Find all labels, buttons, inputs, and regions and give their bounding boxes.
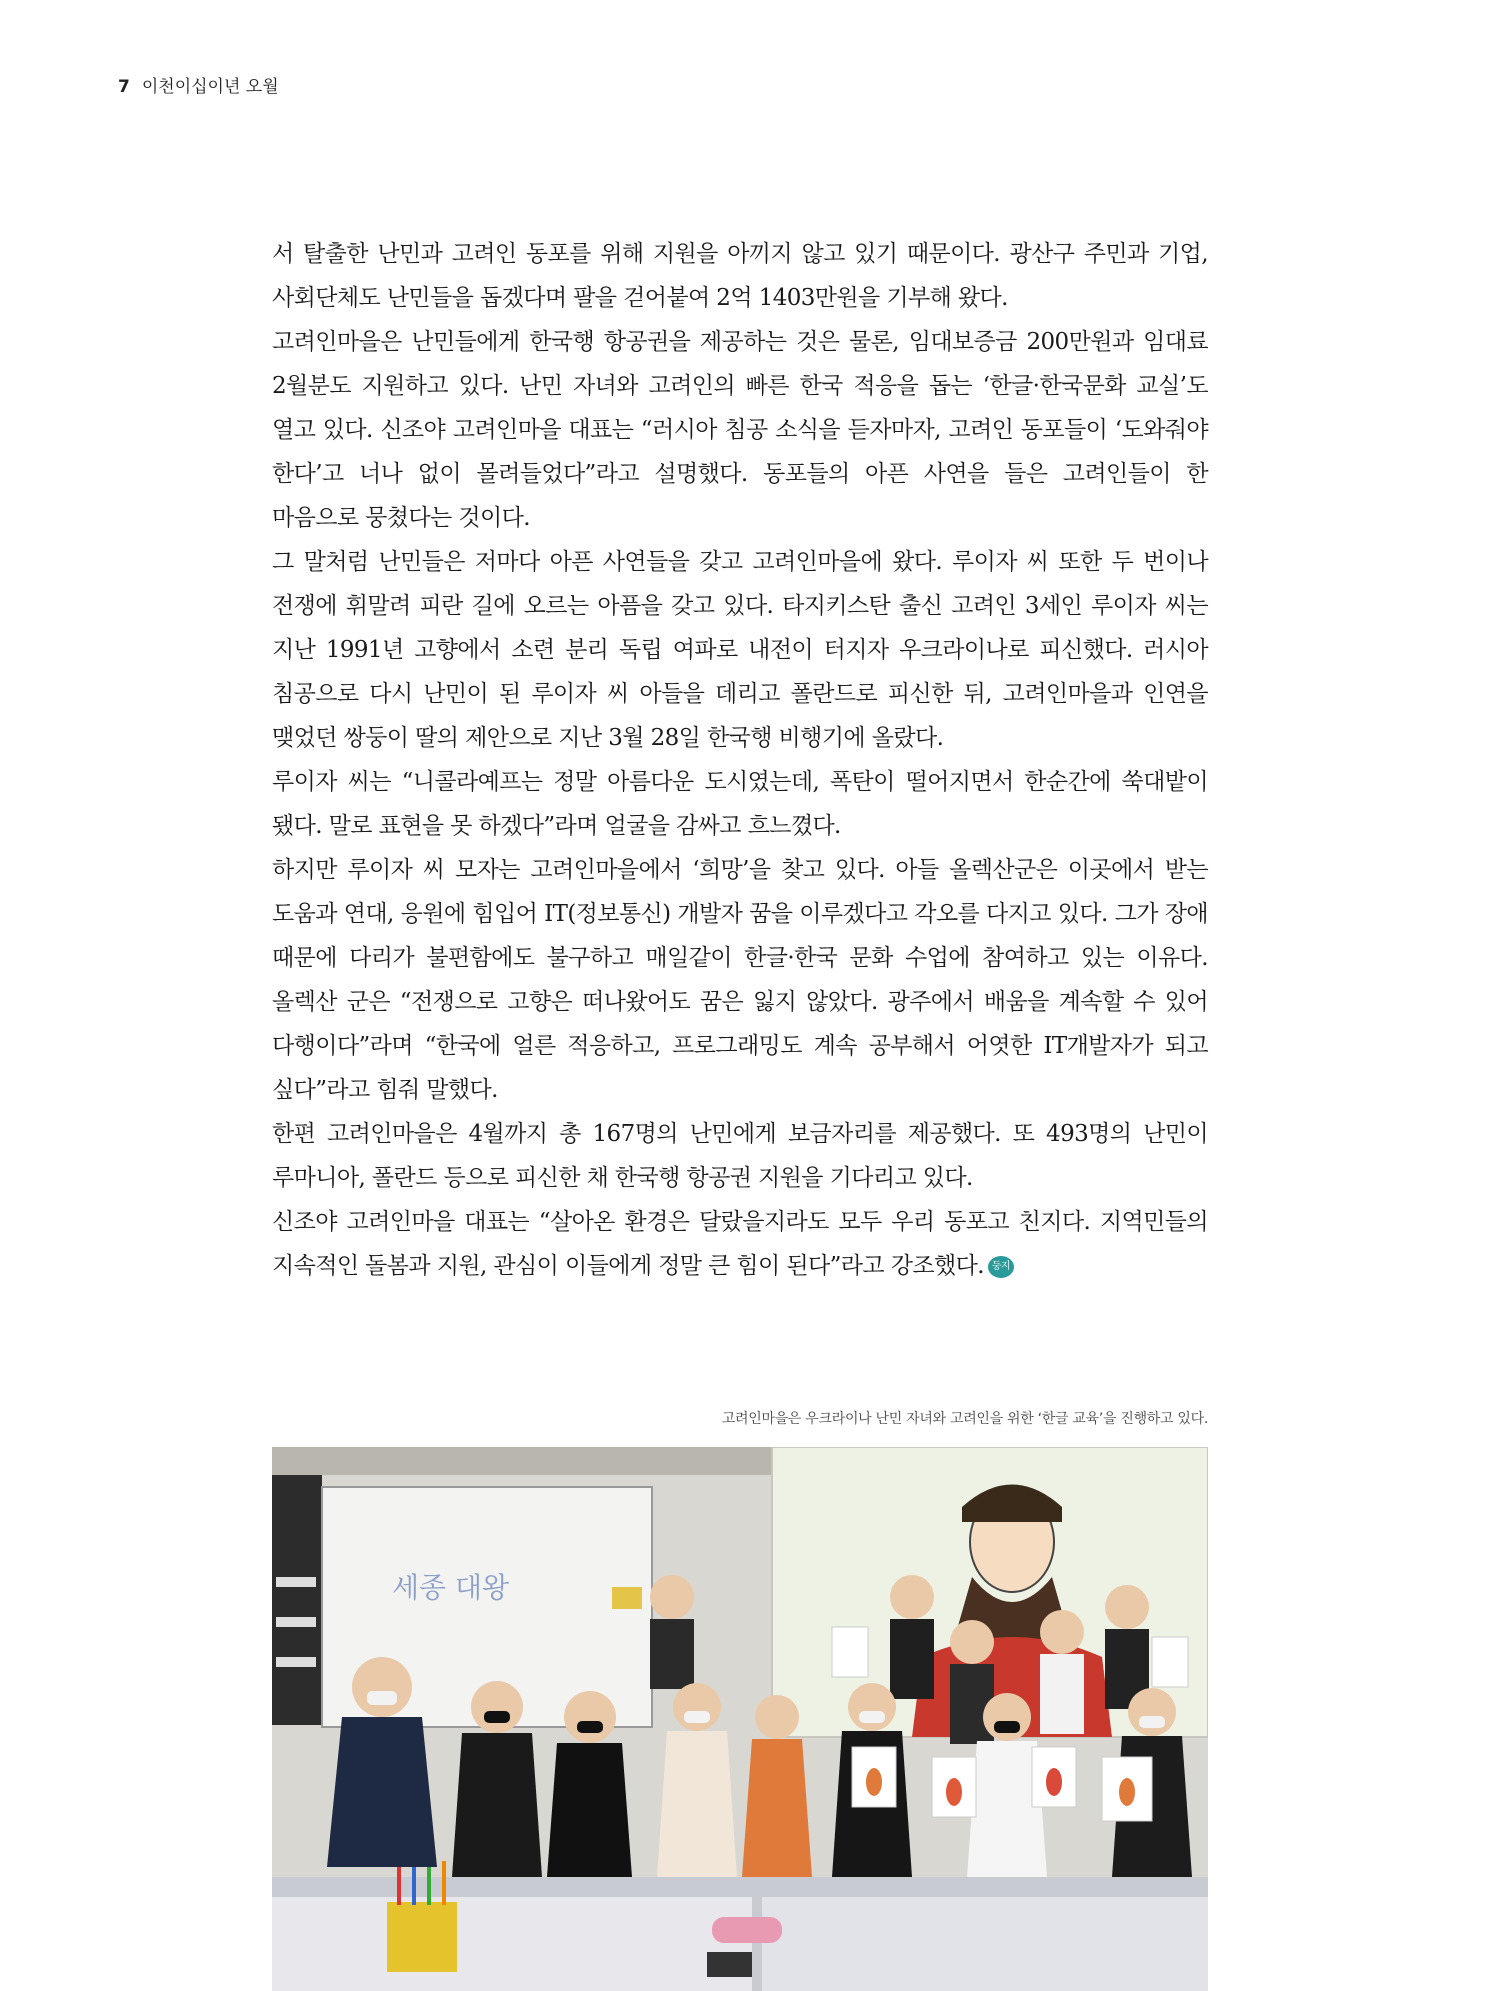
paragraph-1: 서 탈출한 난민과 고려인 동포를 위해 지원을 아끼지 않고 있기 때문이다. 광산구 주민과 기업, 사회단체도 난민들을 돕겠다며 팔을 걷어붙여 2억 1403만원을 기부해 왔다. bbox=[272, 241, 1208, 311]
paragraph-5: 하지만 루이자 씨 모자는 고려인마을에서 ‘희망’을 찾고 있다. 아들 올렉산군은 이곳에서 받는 도움과 연대, 응원에 힘입어 IT(정보통신) 개발자 꿈을 이루겠다고 각오를 다지고 있다. 그가 장애 때문에 다리가 불편함에도 불구하고 매일같이 한글·한국 문화 수업에 참여하고 있는 이유다. 올렉산 군은 “전쟁으로 고향은 떠나왔어도 꿈은 잃지 않았다. 광주에서 배움을 계속할 수 있어 다행이다”라며 “한국에 얼른 적응하고, 프로그래밍도 계속 공부해서 어엿한 IT개발자가 되고 싶다”라고 힘줘 말했다. bbox=[272, 857, 1208, 1103]
classroom-photo-illustration bbox=[272, 1447, 1208, 1991]
board-text: 세종 대왕 bbox=[392, 1571, 510, 1604]
article-body bbox=[272, 232, 1208, 1288]
photo-caption: 고려인마을은 우크라이나 난민 자녀와 고려인을 위한 ‘한글 교육’을 진행하고 있다. bbox=[721, 1411, 1208, 1427]
paragraph-7-text: 신조야 고려인마을 대표는 “살아온 환경은 달랐을지라도 모두 우리 동포고 친지다. 지역민들의 지속적인 돌봄과 지원, 관심이 이들에게 정말 큰 힘이 된다”라고 강조했다. bbox=[272, 1209, 1208, 1279]
end-mark-icon: 둥지 bbox=[988, 1256, 1014, 1278]
paragraph-3: 그 말처럼 난민들은 저마다 아픈 사연들을 갖고 고려인마을에 왔다. 루이자 씨 또한 두 번이나 전쟁에 휘말려 피란 길에 오르는 아픔을 갖고 있다. 타지키스탄 출신 고려인 3세인 루이자 씨는 지난 1991년 고향에서 소련 분리 독립 여파로 내전이 터지자 우크라이나로 피신했다. 러시아 침공으로 다시 난민이 된 루이자 씨 아들을 데리고 폴란드로 피신한 뒤, 고려인마을과 인연을 맺었던 쌍둥이 딸의 제안으로 지난 3월 28일 한국행 비행기에 올랐다. bbox=[272, 549, 1208, 751]
classroom-photo bbox=[272, 1447, 1208, 1991]
page-header bbox=[118, 72, 279, 97]
issue-label: 이천이십이년 오월 bbox=[141, 77, 279, 97]
paragraph-2: 고려인마을은 난민들에게 한국행 항공권을 제공하는 것은 물론, 임대보증금 200만원과 임대료 2월분도 지원하고 있다. 난민 자녀와 고려인의 빠른 한국 적응을 돕는 ‘한글·한국문화 교실’도 열고 있다. 신조야 고려인마을 대표는 “러시아 침공 소식을 듣자마자, 고려인 동포들이 ‘도와줘야 한다’고 너나 없이 몰려들었다”라고 설명했다. 동포들의 아픈 사연을 들은 고려인들이 한 마음으로 뭉쳤다는 것이다. bbox=[272, 329, 1208, 531]
paragraph-7 bbox=[272, 1200, 1208, 1288]
paragraph-4: 루이자 씨는 “니콜라예프는 정말 아름다운 도시였는데, 폭탄이 떨어지면서 한순간에 쑥대밭이 됐다. 말로 표현을 못 하겠다”라며 얼굴을 감싸고 흐느꼈다. bbox=[272, 769, 1208, 839]
paragraph-6: 한편 고려인마을은 4월까지 총 167명의 난민에게 보금자리를 제공했다. 또 493명의 난민이 루마니아, 폴란드 등으로 피신한 채 한국행 항공권 지원을 기다리고 있다. bbox=[272, 1121, 1208, 1191]
page-number: 7 bbox=[118, 77, 130, 97]
